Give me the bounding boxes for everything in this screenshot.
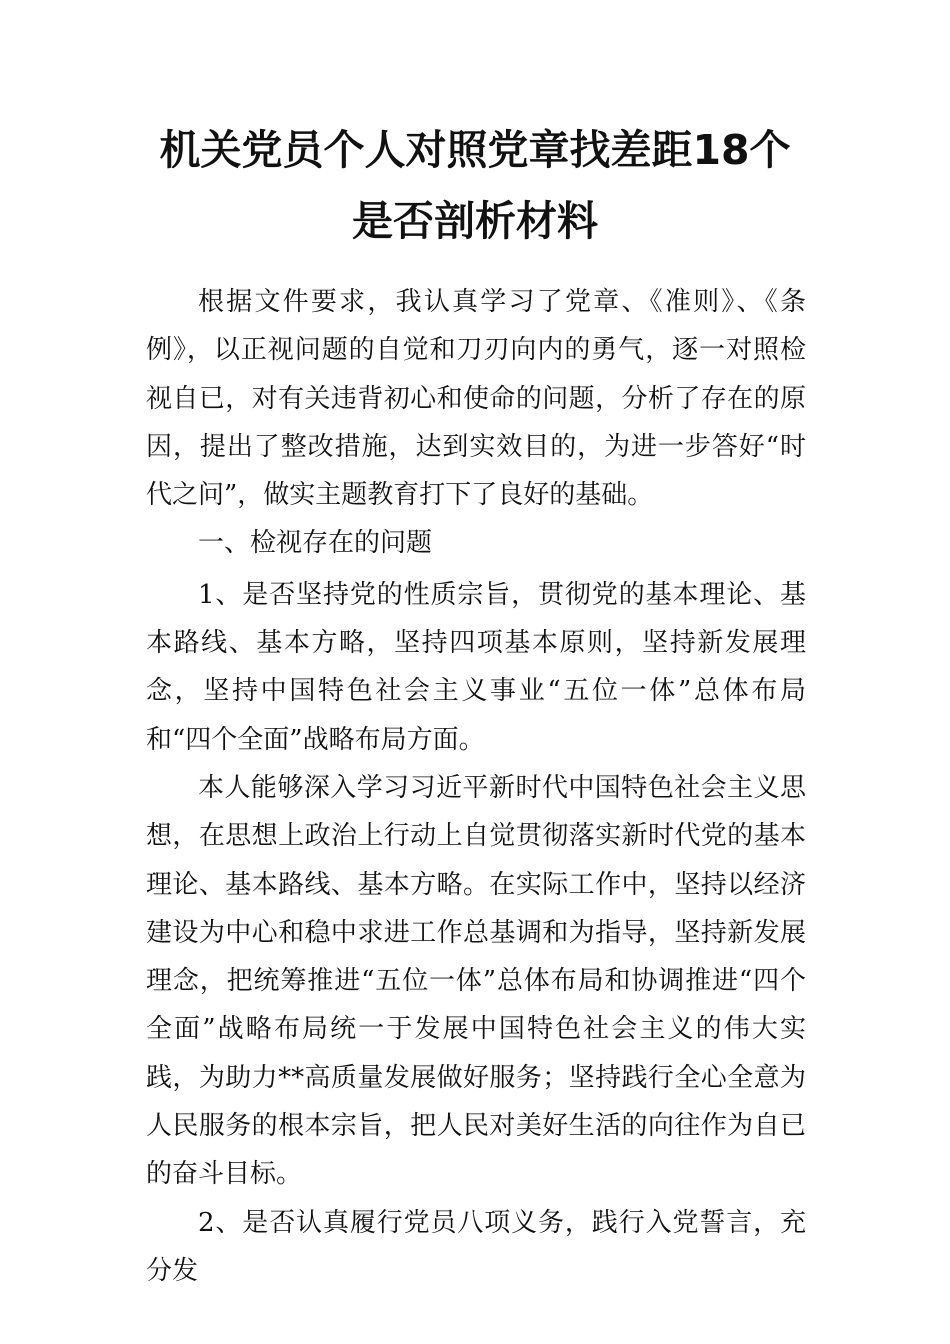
document-title-line-1: 机关党员个人对照党章找差距18个 <box>159 126 791 174</box>
document-title-line-2: 是否剖析材料 <box>352 197 598 245</box>
section-heading: 一、检视存在的问题 <box>198 528 433 559</box>
answer-1-paragraph: 本人能够深入学习习近平新时代中国特色社会主义思想，在思想上政治上行动上自觉贯彻落实新时代党的基本理论、基本路线、基本方略。在实际工作中，坚持以经济建设为中心和稳中求进工作总基调和为指导，坚持新发展理念，把统筹推进“五位一体”总体布局和协调推进“四个全面”战略布局统一于发展中国特色社会主义的伟大实践，为助力**高质量发展做好服务；坚持践行全心全意为人民服务的根本宗旨，把人民对美好生活的向往作为自已的奋斗目标。 <box>146 772 806 1190</box>
intro-paragraph: 根据文件要求，我认真学习了党章、《准则》、《条例》，以正视问题的自觉和刀刃向内的勇气，逐一对照检视自已，对有关违背初心和使命的问题，分析了存在的原因，提出了整改措施，达到实效目的，为进一步答好“时代之问”，做实主题教育打下了良好的基础。 <box>146 287 806 511</box>
question-2-paragraph: 2、是否认真履行党员八项义务，践行入党誓言，充分发 <box>146 1207 806 1286</box>
document-body <box>146 278 806 1295</box>
question-1-paragraph: 1、是否坚持党的性质宗旨，贯彻党的基本理论、基本路线、基本方略，坚持四项基本原则，坚持新发展理念，坚持中国特色社会主义事业“五位一体”总体布局和“四个全面”战略布局方面。 <box>146 579 806 755</box>
